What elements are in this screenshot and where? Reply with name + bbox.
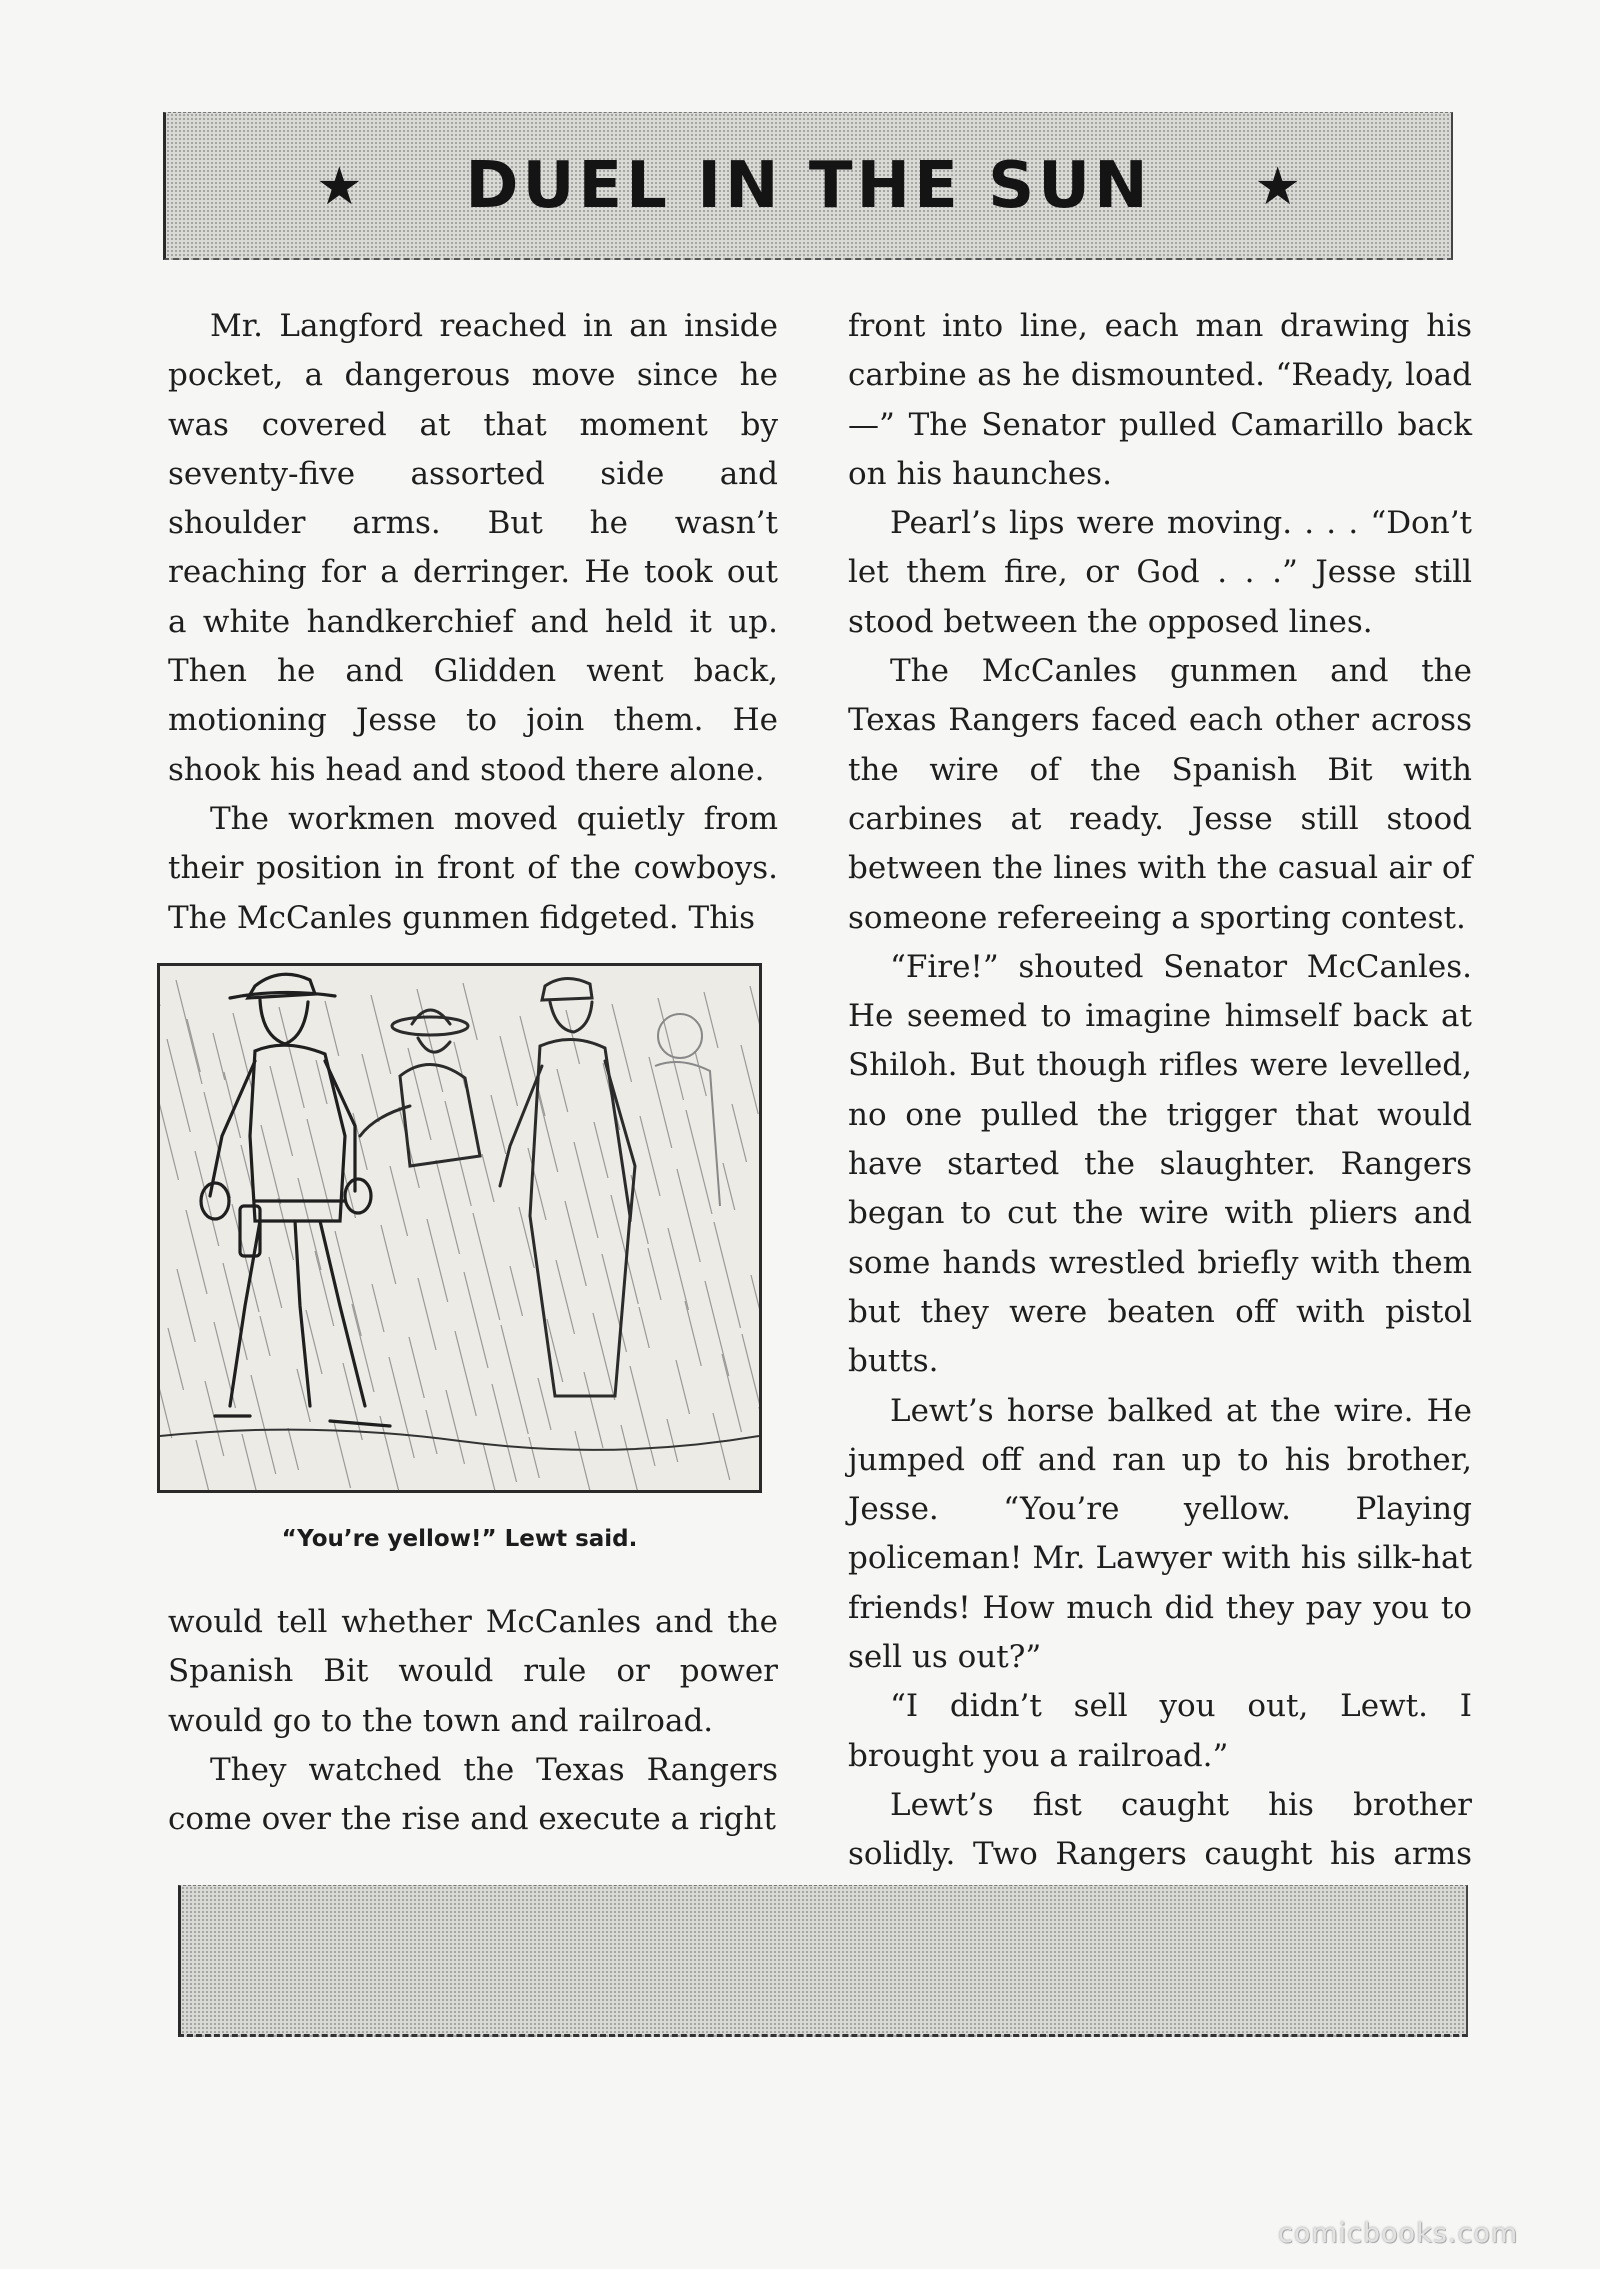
illustration-caption: “You’re yellow!” Lewt said.	[281, 1526, 638, 1552]
illustration-drawing	[160, 966, 759, 1490]
bottom-banner	[178, 1885, 1468, 2037]
paragraph: Mr. Langford reached in an inside pocket, a dangerous move since he was covered at that moment by seventy-five assorted side and shoulder arms. But he wasn’t reaching for a derringer. He took out a white handkerchief and held it up. Then he and Glidden went back, motioning Jesse to join them. He shook his head and stood there alone.	[168, 308, 778, 788]
left-column-bottom	[168, 1598, 778, 1844]
paragraph: “I didn’t sell you out, Lewt. I brought you a railroad.”	[848, 1688, 1472, 1774]
paragraph: “Fire!” shouted Senator McCanles. He seemed to imagine himself back at Shiloh. But though rifles were levelled, no one pulled the trigger that would have started the slaughter. Rangers began to cut the wire with pliers and some hands wrestled briefly with them but they were beaten off with pistol butts.	[848, 948, 1472, 1380]
paragraph: front into line, each man drawing his carbine as he dismounted. “Ready, load—” The Senator pulled Camarillo back on his haunches.	[848, 308, 1472, 492]
paragraph: They watched the Texas Rangers come over the rise and execute a right	[168, 1751, 778, 1838]
paragraph: The McCanles gunmen and the Texas Rangers faced each other across the wire of the Spanish Bit with carbines at ready. Jesse still stood between the lines with the casual air of someone refereeing a sporting contest.	[848, 653, 1472, 936]
title-banner	[163, 112, 1453, 260]
story-illustration	[157, 963, 762, 1493]
star-left-icon: ★	[316, 157, 363, 217]
right-column	[848, 302, 1472, 1929]
site-watermark: comicbooks.com	[1278, 2218, 1519, 2249]
paragraph: Pearl’s lips were moving. . . . “Don’t let them fire, or God . . .” Jesse still stood between the opposed lines.	[848, 505, 1472, 640]
paragraph: Lewt’s horse balked at the wire. He jumped off and ran up to his brother, Jesse. “You’re yellow. Playing policeman! Mr. Lawyer with his silk-hat friends! How much did they pay you to sell us out?”	[848, 1392, 1472, 1676]
paragraph: The workmen moved quietly from their position in front of the cowboys. The McCanles gunmen fidgeted. This	[168, 800, 778, 936]
left-column-top	[168, 302, 778, 943]
paragraph: would tell whether McCanles and the Spanish Bit would rule or power would go to the town and railroad.	[168, 1604, 778, 1739]
star-right-icon: ★	[1254, 157, 1301, 217]
paragraph: Lewt’s fist caught his brother solidly. Two Rangers caught his arms	[848, 1786, 1472, 1873]
page-title: DUEL IN THE SUN	[465, 148, 1152, 223]
